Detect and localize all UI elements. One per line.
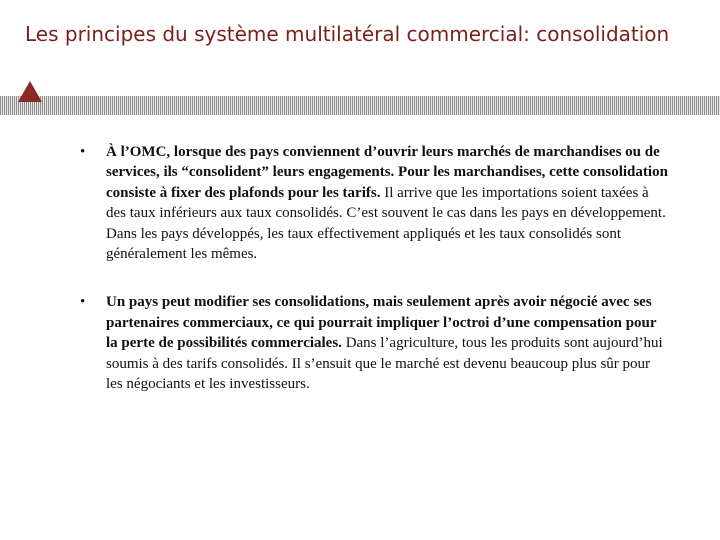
bullet-normal-text: Il arrive que les importations soient taxées à des taux inférieurs aux taux consolidés. C’est souvent le cas dans les pays en développement. Dans les pays développés, les taux effectivement appliqués et les taux consolidés sont généralement les mêmes. [106, 184, 666, 263]
slide-title: Les principes du système multilatéral commercial: consolidation [25, 22, 670, 46]
bullet-list [80, 142, 670, 394]
bullet-bold-text: Un pays peut modifier ses consolidations, mais seulement après avoir négocié avec ses partenaires commerciaux, ce qui pourrait impliquer l’octroi d’une compensation pour la perte de possibilités commerciales. [106, 294, 657, 352]
bullet-normal-text: Dans l’agriculture, tous les produits sont aujourd’hui soumis à des tarifs consolidés. Il s’ensuit que le marché est devenu beaucoup plus sûr pour les négociants et les investisseurs. [106, 335, 663, 393]
bullet-marker: • [80, 294, 86, 311]
bullet-item [80, 142, 670, 264]
bullet-item [80, 292, 670, 394]
header-band [0, 96, 720, 115]
triangle-icon [18, 81, 42, 102]
bullet-marker: • [80, 144, 86, 160]
bullet-bold-text: À l’OMC, lorsque des pays conviennent d’ouvrir leurs marchés de marchandises ou de services, ils “consolident” leurs engagements. Pour les marchandises, cette consolidation consiste à fixer des plafonds pour les tarifs. [106, 144, 668, 201]
